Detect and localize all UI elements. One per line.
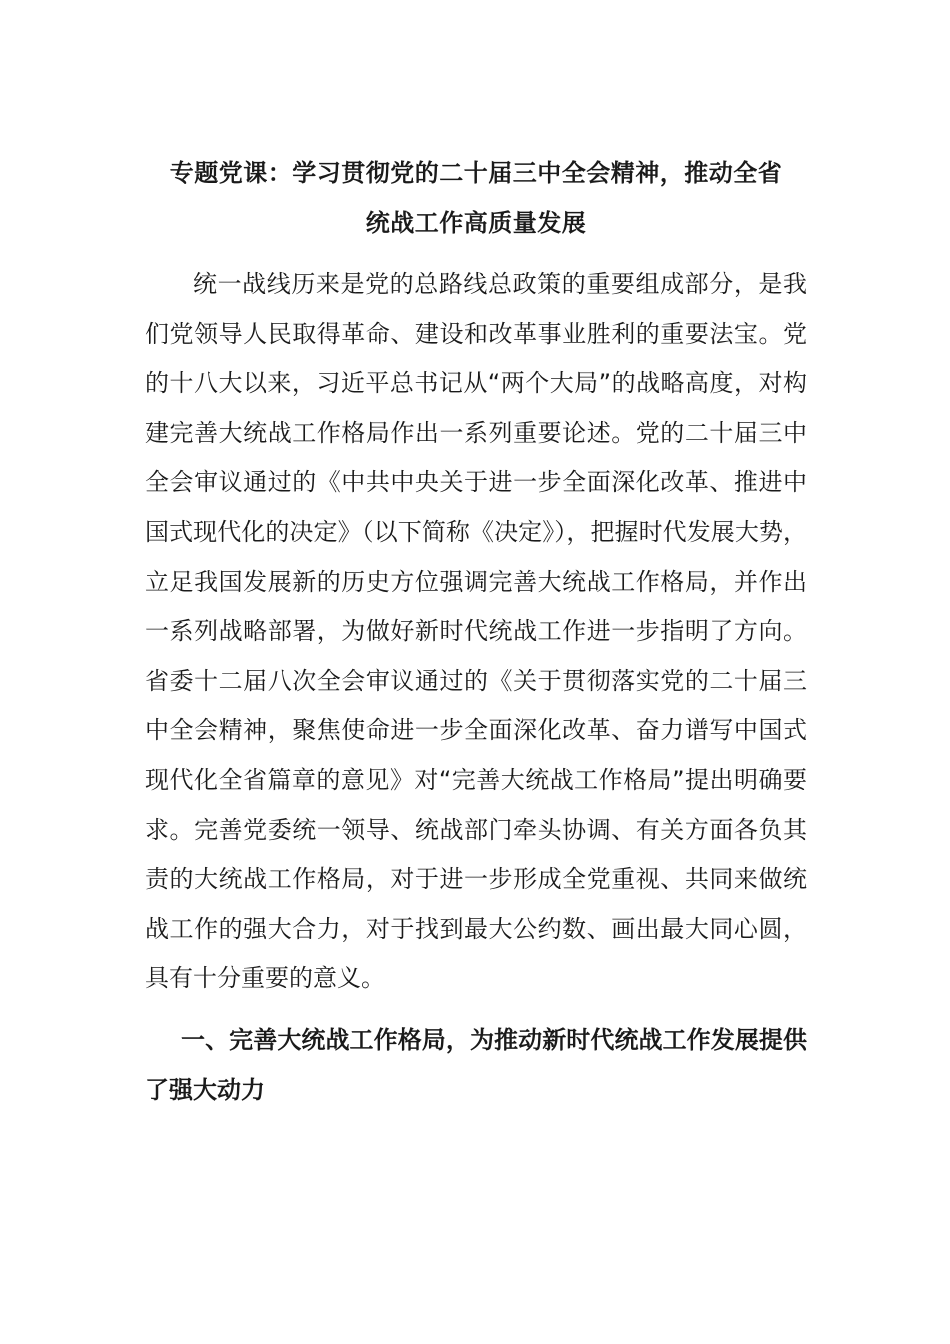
section-1-heading: 一、完善大统战工作格局，为推动新时代统战工作发展提供了强大动力 bbox=[145, 1025, 807, 1104]
document-title bbox=[145, 148, 807, 248]
title-line-1: 专题党课：学习贯彻党的二十届三中全会精神，推动全省 bbox=[169, 159, 783, 187]
title-line-2: 统战工作高质量发展 bbox=[365, 209, 587, 237]
document-body bbox=[145, 148, 807, 1115]
intro-paragraph: 统一战线历来是党的总路线总政策的重要组成部分，是我们党领导人民取得革命、建设和改革事业胜利的重要法宝。党的十八大以来，习近平总书记从“两个大局”的战略高度，对构建完善大统战工作格局作出一系列重要论述。党的二十届三中全会审议通过的《中共中央关于进一步全面深化改革、推进中国式现代化的决定》（以下简称《决定》），把握时代发展大势，立足我国发展新的历史方位强调完善大统战工作格局，并作出一系列战略部署，为做好新时代统战工作进一步指明了方向。省委十二届八次全会审议通过的《关于贯彻落实党的二十届三中全会精神，聚焦使命进一步全面深化改革、奋力谱写中国式现代化全省篇章的意见》对“完善大统战工作格局”提出明确要求。完善党委统一领导、统战部门牵头协调、有关方面各负其责的大统战工作格局，对于进一步形成全党重视、共同来做统战工作的强大合力，对于找到最大公约数、画出最大同心圆，具有十分重要的意义。 bbox=[145, 270, 807, 993]
